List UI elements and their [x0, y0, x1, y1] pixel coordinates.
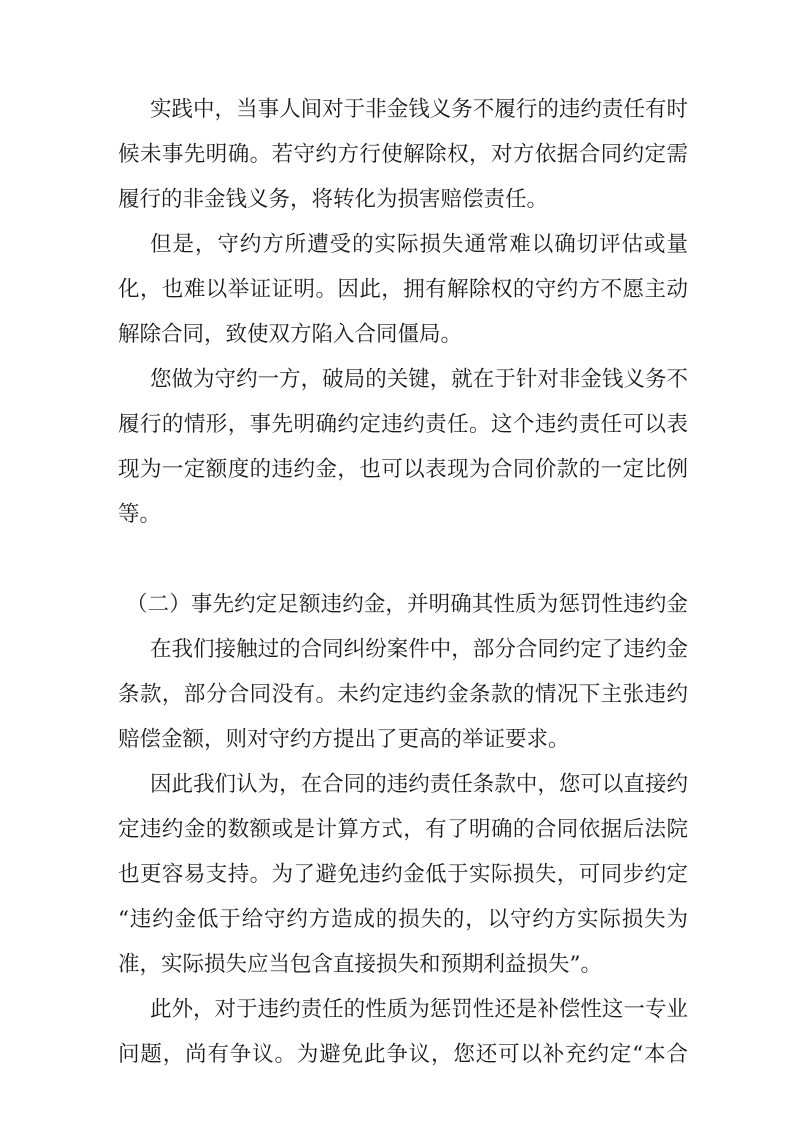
paragraph-line: 条款，部分合同没有。未约定违约金条款的情况下主张违约 — [118, 682, 688, 707]
paragraph-line: 履行的非金钱义务，将转化为损害赔偿责任。 — [118, 187, 549, 212]
paragraph-line: 问题，尚有争议。为避免此争议，您还可以补充约定“本合 — [118, 1042, 688, 1067]
paragraph-line: 赔偿金额，则对守约方提出了更高的举证要求。 — [118, 727, 570, 752]
section-heading: （二）事先约定足额违约金，并明确其性质为惩罚性违约金 — [126, 592, 688, 617]
paragraph-line: 等。 — [118, 502, 162, 527]
paragraph-line: 实践中，当事人间对于非金钱义务不履行的违约责任有时 — [150, 97, 688, 122]
paragraph-line: 解除合同，致使双方陷入合同僵局。 — [118, 322, 463, 347]
paragraph-line: 现为一定额度的违约金，也可以表现为合同价款的一定比例 — [118, 457, 688, 482]
paragraph-line: 定违约金的数额或是计算方式，有了明确的合同依据后法院 — [118, 817, 688, 842]
paragraph-line: 候未事先明确。若守约方行使解除权，对方依据合同约定需 — [118, 142, 688, 167]
paragraph-line: 化，也难以举证证明。因此，拥有解除权的守约方不愿主动 — [118, 277, 688, 302]
paragraph-line: “违约金低于给守约方造成的损失的，以守约方实际损失为 — [118, 907, 688, 932]
paragraph-line: 您做为守约一方，破局的关键，就在于针对非金钱义务不 — [150, 367, 688, 392]
paragraph-line: 但是，守约方所遭受的实际损失通常难以确切评估或量 — [150, 232, 688, 257]
paragraph-line: 因此我们认为，在合同的违约责任条款中，您可以直接约 — [150, 772, 688, 797]
paragraph-line: 此外，对于违约责任的性质为惩罚性还是补偿性这一专业 — [150, 997, 688, 1022]
paragraph-line: 也更容易支持。为了避免违约金低于实际损失，可同步约定 — [118, 862, 688, 887]
paragraph-line: 在我们接触过的合同纠纷案件中，部分合同约定了违约金 — [150, 637, 688, 662]
paragraph-line: 准，实际损失应当包含直接损失和预期利益损失”。 — [118, 952, 602, 977]
paragraph-line: 履行的情形，事先明确约定违约责任。这个违约责任可以表 — [118, 412, 688, 437]
